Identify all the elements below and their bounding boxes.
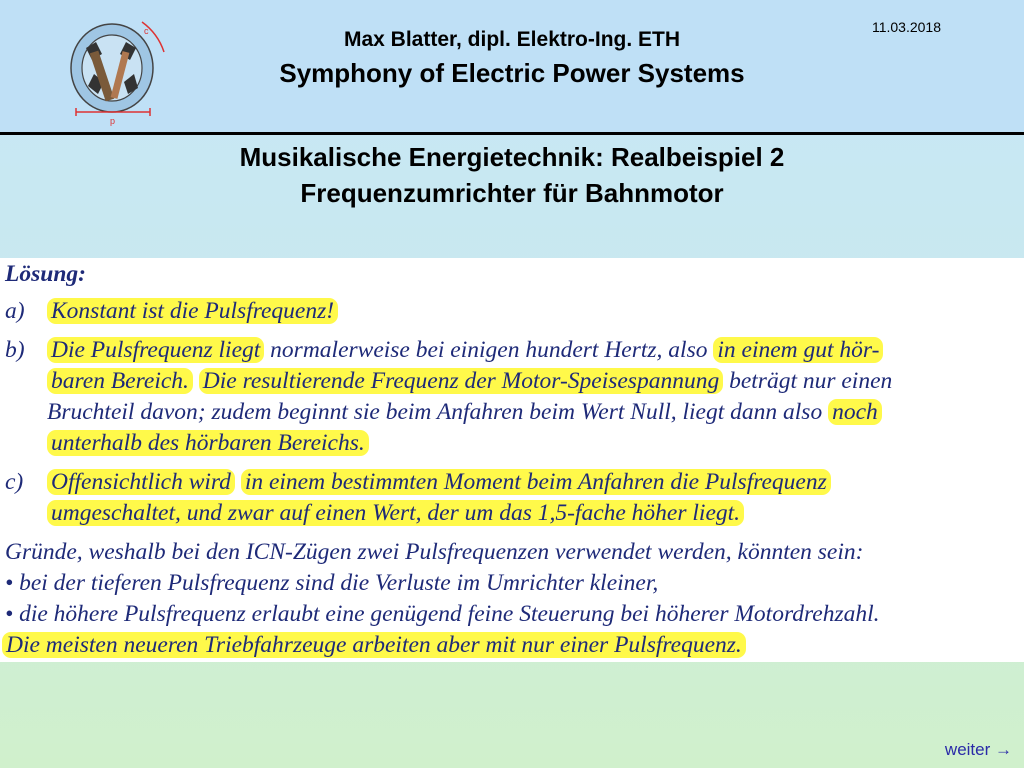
body-text: Bruchteil davon; zudem beginnt sie beim Anfahren beim Wert Null, liegt dann also [47, 399, 829, 425]
reason-bullet-2: • die höhere Pulsfrequenz erlaubt eine genügend feine Steuerung bei höherer Motordrehzahl. [5, 601, 880, 627]
body-text: beträgt nur einen [723, 368, 893, 394]
answer-c-line-1 [0, 467, 1024, 497]
answer-b-line-2 [0, 366, 1024, 396]
answer-c-label: c) [5, 469, 24, 495]
highlight-text: noch [828, 399, 882, 425]
answer-b-line-3 [0, 397, 1024, 427]
highlight-text: Offensichtlich wird [47, 469, 235, 495]
answer-a-text: Konstant ist die Pulsfrequenz! [47, 298, 338, 324]
next-link[interactable]: weiter → [944, 740, 1012, 759]
slide-header [0, 0, 1024, 132]
answer-b-line-1 [0, 335, 1024, 365]
solution-heading: Lösung: [5, 261, 86, 287]
highlight-text: unterhalb des hörbaren Bereichs. [47, 430, 369, 456]
series-title: Symphony of Electric Power Systems [279, 58, 745, 88]
header-divider [0, 132, 1024, 135]
highlight-text: umgeschaltet, und zwar auf einen Wert, der um das 1,5-fache höher liegt. [47, 500, 744, 526]
answer-b-line-4 [0, 428, 1024, 458]
author-line: Max Blatter, dipl. Elektro-Ing. ETH [343, 28, 681, 51]
highlight-text: in einem bestimmten Moment beim Anfahren die Pulsfrequenz [241, 469, 831, 495]
slide-title: Musikalische Energietechnik: Realbeispiel 2 [239, 142, 785, 172]
highlight-text: in einem gut hör- [713, 337, 883, 363]
slide-date: 11.03.2018 [871, 19, 941, 35]
svg-text:c: c [144, 26, 149, 36]
reason-bullet-1: • bei der tieferen Pulsfrequenz sind die Verluste im Umrichter kleiner, [5, 570, 659, 596]
highlight-text: Die Pulsfrequenz liegt [47, 337, 264, 363]
svg-text:p: p [110, 116, 116, 126]
answer-c-line-2 [0, 498, 1024, 528]
answer-a-label: a) [5, 298, 25, 324]
conclusion [2, 630, 746, 660]
answer-a [0, 296, 1024, 326]
slide-subtitle: Frequenzumrichter für Bahnmotor [300, 178, 724, 208]
highlight-text: Die resultierende Frequenz der Motor-Speisespannung [199, 368, 723, 394]
solution-panel [0, 258, 1024, 662]
body-text: normalerweise bei einigen hundert Hertz, also [264, 337, 714, 363]
highlight-text: baren Bereich. [47, 368, 193, 394]
answer-b-label: b) [5, 337, 25, 363]
reasons-intro: Gründe, weshalb bei den ICN-Zügen zwei Pulsfrequenzen verwendet werden, könnten sein: [5, 539, 864, 565]
conclusion-text: Die meisten neueren Triebfahrzeuge arbeiten aber mit nur einer Pulsfrequenz. [2, 632, 746, 658]
